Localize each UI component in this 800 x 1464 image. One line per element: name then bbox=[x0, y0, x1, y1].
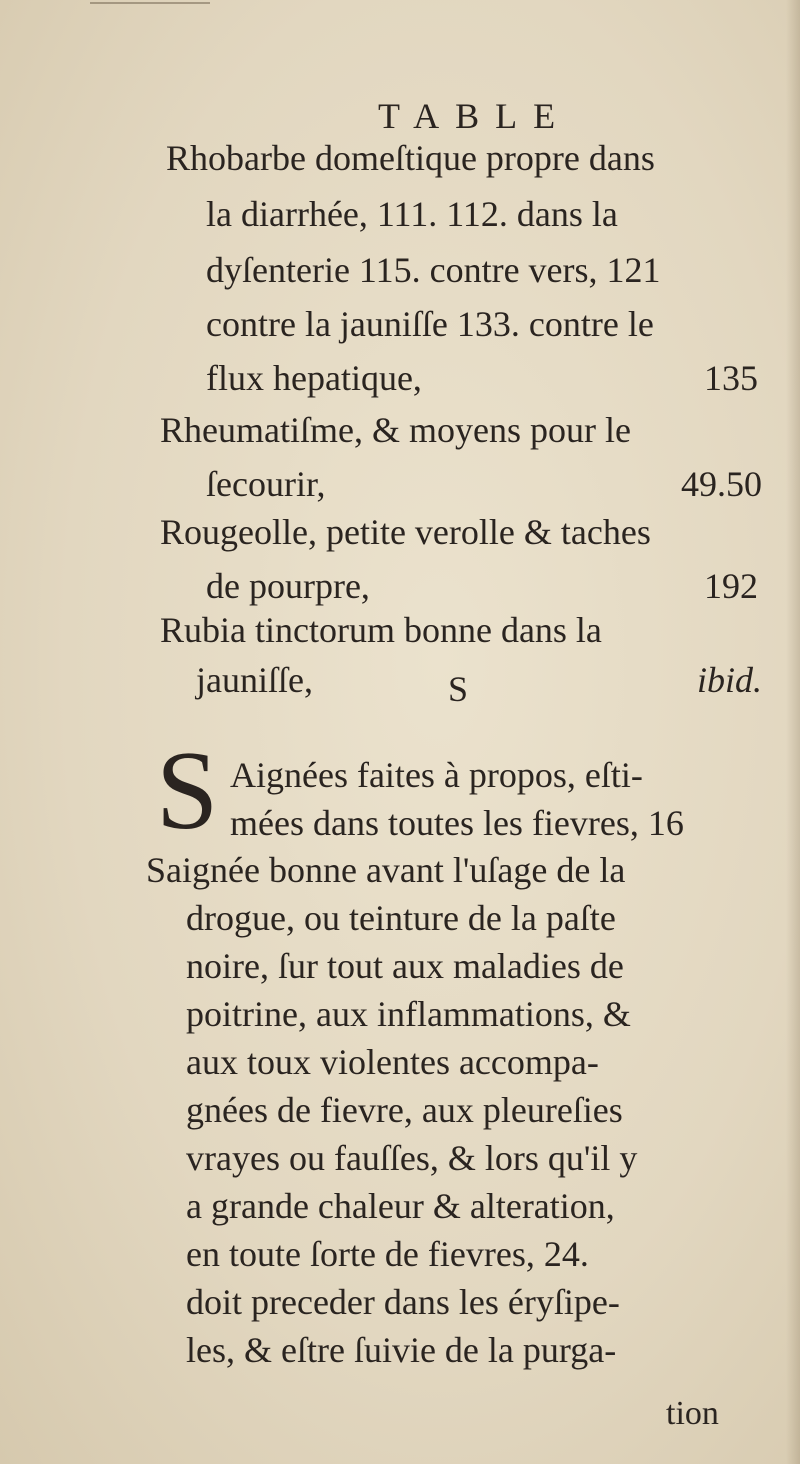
body-line: Aignées faites à propos, eſti- bbox=[230, 755, 643, 795]
page-reference: 192 bbox=[704, 566, 758, 606]
body-line: en toute ſorte de fievres, 24. bbox=[186, 1234, 589, 1274]
entry-text: flux hepatique, bbox=[206, 358, 422, 398]
index-entry-line: Rubia tinctorum bonne dans la bbox=[160, 610, 602, 650]
running-header: TABLE bbox=[378, 96, 572, 136]
body-line: Saignée bonne avant l'uſage de la bbox=[146, 850, 626, 890]
body-line: drogue, ou teinture de la paſte bbox=[186, 898, 616, 938]
body-line: gnées de fievre, aux pleureſies bbox=[186, 1090, 623, 1130]
index-entry-line: contre la jauniſſe 133. contre le bbox=[206, 304, 654, 344]
entry-text: jauniſſe, bbox=[196, 660, 313, 700]
body-line: noire, ſur tout aux maladies de bbox=[186, 946, 624, 986]
body-line: doit preceder dans les éryſipe- bbox=[186, 1282, 620, 1322]
index-entry-line: Rheumatiſme, & moyens pour le bbox=[160, 410, 631, 450]
index-entry-line: Rhobarbe domeſtique propre dans bbox=[166, 138, 655, 178]
body-line: vrayes ou fauſſes, & lors qu'il y bbox=[186, 1138, 638, 1178]
page-reference: ibid. bbox=[696, 660, 762, 700]
index-entry-line: la diarrhée, 111. 112. dans la bbox=[206, 194, 618, 234]
catchword: tion bbox=[666, 1395, 719, 1432]
body-line: poitrine, aux inflammations, & bbox=[186, 994, 631, 1034]
section-letter: S bbox=[448, 669, 469, 709]
page-edge-shadow bbox=[786, 0, 800, 1464]
index-entry-line bbox=[206, 466, 766, 502]
body-line: les, & eſtre ſuivie de la purga- bbox=[186, 1330, 617, 1370]
page-reference: 49.50 bbox=[681, 464, 762, 504]
index-entry-line bbox=[196, 662, 766, 698]
drop-cap: S bbox=[156, 729, 219, 853]
entry-text: ſecourir, bbox=[206, 464, 326, 504]
page-reference: 135 bbox=[704, 358, 758, 398]
index-entry-line: dyſenterie 115. contre vers, 121 bbox=[206, 250, 661, 290]
entry-text: de pourpre, bbox=[206, 566, 370, 606]
body-line: mées dans toutes les fievres, 16 bbox=[230, 803, 684, 843]
body-line: aux toux violentes accompa- bbox=[186, 1042, 599, 1082]
index-entry-line bbox=[206, 360, 766, 396]
index-entry-line bbox=[206, 568, 766, 604]
body-line: a grande chaleur & alteration, bbox=[186, 1186, 615, 1226]
page-rule bbox=[90, 2, 210, 4]
index-entry-line: Rougeolle, petite verolle & taches bbox=[160, 512, 651, 552]
